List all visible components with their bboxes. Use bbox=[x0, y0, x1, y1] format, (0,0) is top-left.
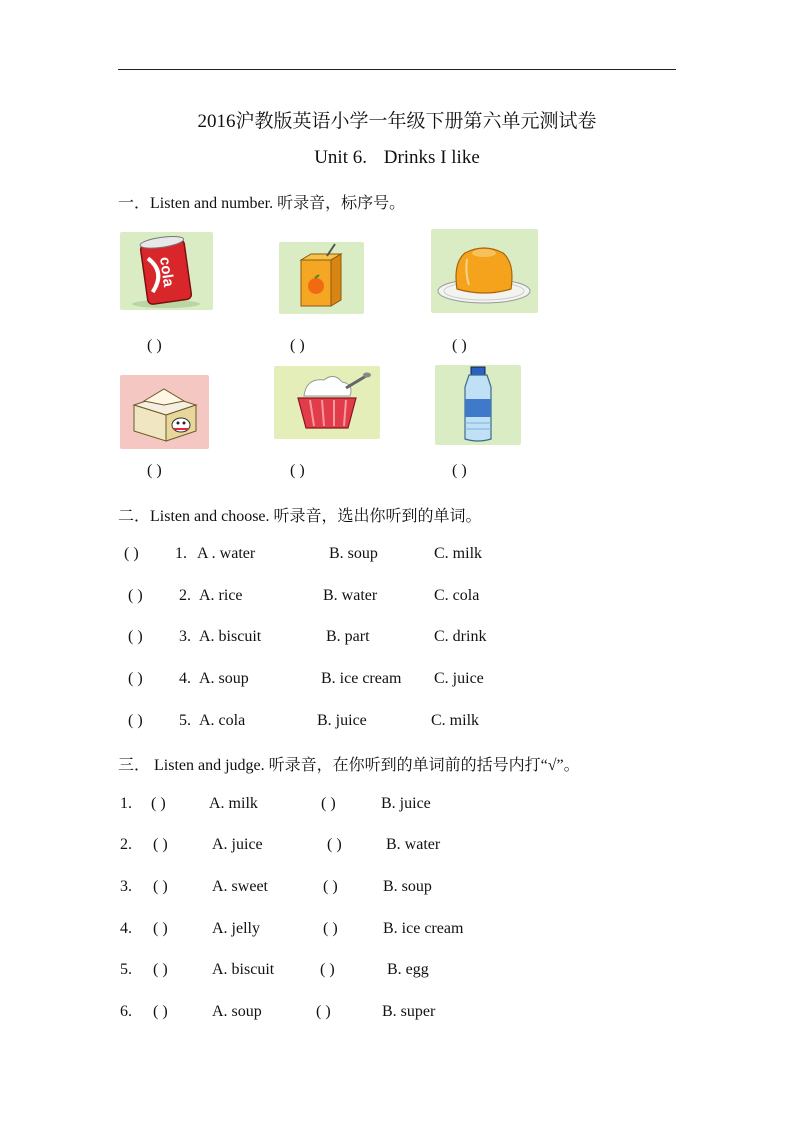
answer-paren-a[interactable]: ( ) bbox=[153, 961, 168, 978]
question-number: 4. bbox=[179, 670, 191, 687]
option-a: A. biscuit bbox=[199, 628, 262, 645]
option-c: C. cola bbox=[434, 587, 480, 604]
option-b: B. juice bbox=[317, 712, 367, 729]
answer-paren[interactable]: ( ) bbox=[128, 628, 143, 645]
answer-paren-a[interactable]: ( ) bbox=[151, 795, 166, 812]
option-a: A. soup bbox=[199, 670, 249, 687]
question-number: 1. bbox=[175, 545, 187, 562]
answer-paren-b[interactable]: ( ) bbox=[327, 836, 342, 853]
option-a: A. biscuit bbox=[212, 961, 275, 978]
answer-paren-3[interactable]: ( ) bbox=[452, 337, 467, 354]
answer-paren-b[interactable]: ( ) bbox=[323, 920, 338, 937]
unit-number: Unit 6. bbox=[314, 147, 367, 168]
question-number: 5. bbox=[179, 712, 191, 729]
answer-paren-b[interactable]: ( ) bbox=[316, 1003, 331, 1020]
answer-paren-a[interactable]: ( ) bbox=[153, 836, 168, 853]
cola-can-icon bbox=[120, 232, 213, 310]
option-c: C. drink bbox=[434, 628, 487, 645]
water-bottle-icon bbox=[435, 365, 521, 445]
option-a: A. cola bbox=[199, 712, 246, 729]
ice-cream-icon bbox=[274, 366, 380, 439]
answer-paren[interactable]: ( ) bbox=[124, 545, 139, 562]
choose-question-4 bbox=[0, 670, 794, 690]
judge-question-2 bbox=[0, 836, 794, 856]
option-b: B. part bbox=[326, 628, 370, 645]
option-b: B. egg bbox=[387, 961, 429, 978]
cola-label: cola bbox=[155, 255, 178, 288]
judge-question-1 bbox=[0, 795, 794, 815]
choose-question-2 bbox=[0, 587, 794, 607]
choose-question-1 bbox=[0, 545, 794, 565]
choose-question-5 bbox=[0, 712, 794, 732]
answer-paren-a[interactable]: ( ) bbox=[153, 878, 168, 895]
option-a: A. soup bbox=[212, 1003, 262, 1020]
answer-paren-b[interactable]: ( ) bbox=[321, 795, 336, 812]
section3-heading: 三． Listen and judge. 听录音，在你听到的单词前的括号内打“√”。 bbox=[118, 757, 580, 774]
option-c: C. juice bbox=[434, 670, 484, 687]
judge-question-3 bbox=[0, 878, 794, 898]
answer-paren-1[interactable]: ( ) bbox=[147, 337, 162, 354]
judge-question-4 bbox=[0, 920, 794, 940]
section2-heading: 二．Listen and choose. 听录音，选出你听到的单词。 bbox=[118, 508, 482, 525]
option-a: A . water bbox=[197, 545, 256, 562]
question-number: 1. bbox=[120, 795, 132, 812]
answer-paren[interactable]: ( ) bbox=[128, 670, 143, 687]
option-a: A. rice bbox=[199, 587, 243, 604]
option-b: B. water bbox=[386, 836, 441, 853]
option-b: B. ice cream bbox=[383, 920, 464, 937]
answer-paren-4[interactable]: ( ) bbox=[147, 462, 162, 479]
section1-heading: 一．Listen and number. 听录音，标序号。 bbox=[118, 195, 406, 212]
question-number: 6. bbox=[120, 1003, 132, 1020]
judge-question-5 bbox=[0, 961, 794, 981]
answer-paren-5[interactable]: ( ) bbox=[290, 462, 305, 479]
answer-paren-b[interactable]: ( ) bbox=[320, 961, 335, 978]
answer-paren-b[interactable]: ( ) bbox=[323, 878, 338, 895]
juice-box-icon bbox=[279, 242, 364, 314]
question-number: 2. bbox=[179, 587, 191, 604]
answer-paren-6[interactable]: ( ) bbox=[452, 462, 467, 479]
question-number: 2. bbox=[120, 836, 132, 853]
answer-paren[interactable]: ( ) bbox=[128, 712, 143, 729]
milk-carton-icon bbox=[120, 375, 209, 449]
option-c: C. milk bbox=[431, 712, 480, 729]
option-a: A. juice bbox=[212, 836, 263, 853]
question-number: 4. bbox=[120, 920, 132, 937]
page-title: 2016沪教版英语小学一年级下册第六单元测试卷 bbox=[197, 111, 597, 132]
judge-question-6 bbox=[0, 1003, 794, 1023]
question-number: 5. bbox=[120, 961, 132, 978]
jelly-icon bbox=[431, 229, 538, 313]
header-rule bbox=[118, 69, 676, 70]
question-number: 3. bbox=[179, 628, 191, 645]
choose-question-3 bbox=[0, 628, 794, 648]
option-a: A. jelly bbox=[212, 920, 260, 937]
answer-paren-a[interactable]: ( ) bbox=[153, 920, 168, 937]
answer-paren[interactable]: ( ) bbox=[128, 587, 143, 604]
option-c: C. milk bbox=[434, 545, 483, 562]
answer-paren-a[interactable]: ( ) bbox=[153, 1003, 168, 1020]
unit-title bbox=[0, 147, 794, 169]
question-number: 3. bbox=[120, 878, 132, 895]
answer-paren-2[interactable]: ( ) bbox=[290, 337, 305, 354]
unit-name: Drinks I like bbox=[383, 147, 480, 168]
option-b: B. water bbox=[323, 587, 378, 604]
option-b: B. soup bbox=[329, 545, 378, 562]
option-b: B. ice cream bbox=[321, 670, 402, 687]
option-b: B. soup bbox=[383, 878, 432, 895]
option-b: B. super bbox=[382, 1003, 436, 1020]
option-a: A. sweet bbox=[212, 878, 268, 895]
option-a: A. milk bbox=[209, 795, 258, 812]
option-b: B. juice bbox=[381, 795, 431, 812]
